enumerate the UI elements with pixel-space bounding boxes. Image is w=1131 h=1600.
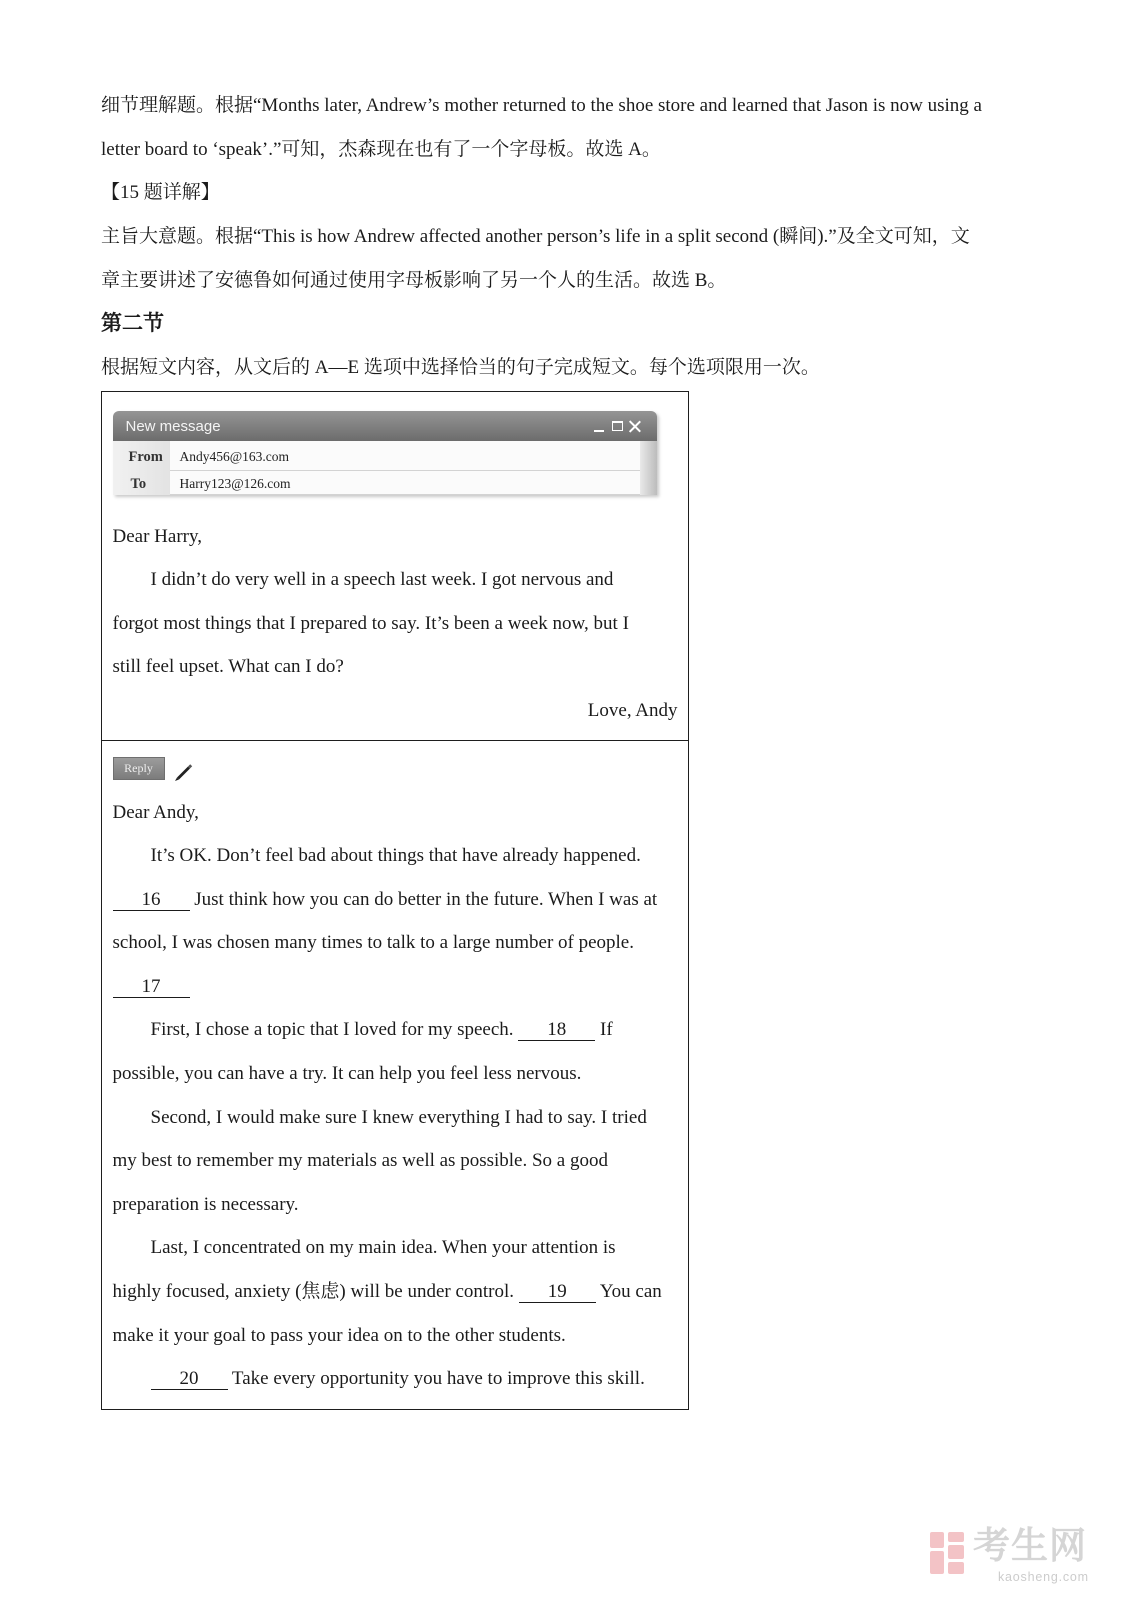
question-heading: 【15 题详解】 xyxy=(101,182,220,204)
reply-line-text: First, I chose a topic that I loved for my speech. xyxy=(150,1019,514,1041)
reply-line xyxy=(113,1357,678,1401)
answer-explanations xyxy=(101,84,1111,389)
reply-body xyxy=(113,791,678,1401)
email-window-title: New message xyxy=(125,417,221,435)
explanation-line: 主旨大意题。根据“This is how Andrew affected another person’s life in a split second (瞬间).”及全文可知，文 xyxy=(101,225,970,247)
section-instructions: 根据短文内容，从文后的 A—E 选项中选择恰当的句子完成短文。每个选项限用一次。 xyxy=(101,356,820,378)
logo-block xyxy=(930,1551,944,1574)
reply-line xyxy=(113,1270,678,1314)
reply-button: Reply xyxy=(113,757,165,780)
email-from-row xyxy=(113,445,640,469)
reply-line-text: Take every opportunity you have to improve this skill. xyxy=(231,1368,645,1390)
answer-blank-16: 16 xyxy=(113,889,190,911)
email-row-divider xyxy=(170,470,640,471)
maximize-icon xyxy=(612,421,623,431)
logo-block xyxy=(930,1532,944,1548)
close-icon xyxy=(629,420,642,433)
email-body-line: forgot most things that I prepared to say. It’s been a week now, but I xyxy=(112,612,629,634)
email-row-divider xyxy=(170,494,640,495)
reply-line-text: If xyxy=(600,1019,613,1041)
section-title: 第二节 xyxy=(101,311,164,336)
logo-block xyxy=(948,1532,964,1542)
email-from-label: From xyxy=(128,448,163,465)
reply-line xyxy=(113,965,678,1009)
answer-blank-19: 19 xyxy=(519,1281,596,1303)
email-signoff: Love, Andy xyxy=(587,699,678,721)
reply-line: preparation is necessary. xyxy=(112,1193,299,1215)
section-divider xyxy=(102,740,688,742)
explanation-line: letter board to ‘speak’.”可知，杰森现在也有了一个字母板。故选 A。 xyxy=(101,138,661,160)
reply-greeting: Dear Andy, xyxy=(112,801,199,823)
email-titlebar xyxy=(113,411,657,441)
reply-line-text: You can xyxy=(599,1281,662,1303)
pen-icon xyxy=(172,760,194,782)
reply-line: It’s OK. Don’t feel bad about things that have already happened. xyxy=(150,845,641,867)
answer-blank-20: 20 xyxy=(151,1368,228,1390)
reply-line: Last, I concentrated on my main idea. When your attention is xyxy=(150,1237,616,1259)
answer-blank-18: 18 xyxy=(518,1019,595,1041)
email-window-screenshot xyxy=(113,411,657,495)
reply-line: Second, I would make sure I knew everything I had to say. I tried xyxy=(150,1106,647,1128)
reply-line: possible, you can have a try. It can help you feel less nervous. xyxy=(112,1063,582,1085)
email-window-edge xyxy=(640,441,657,495)
minimize-icon xyxy=(594,430,604,432)
email-to-address: Harry123@126.com xyxy=(179,475,291,491)
explanation-line: 章主要讲述了安德鲁如何通过使用字母板影响了另一个人的生活。故选 B。 xyxy=(101,269,727,291)
email-body xyxy=(113,515,678,733)
reply-line: make it your goal to pass your idea on to the other students. xyxy=(112,1324,566,1346)
email-greeting: Dear Harry, xyxy=(112,525,202,547)
answer-blank-17: 17 xyxy=(113,976,190,998)
email-to-row xyxy=(113,472,640,495)
logo-block xyxy=(948,1562,964,1574)
passage-box xyxy=(101,391,689,1410)
logo-block xyxy=(948,1545,964,1559)
reply-line xyxy=(113,878,678,922)
pen-body xyxy=(177,767,190,780)
watermark-domain: kaosheng.com xyxy=(998,1570,1089,1584)
kaosheng-logo-icon xyxy=(928,1530,966,1576)
email-body-line: still feel upset. What can I do? xyxy=(112,656,344,678)
watermark-brand: 考生网 xyxy=(973,1525,1087,1566)
reply-line: my best to remember my materials as well as possible. So a good xyxy=(112,1150,608,1172)
reply-line-text: Just think how you can do better in the future. When I was at xyxy=(194,888,658,910)
email-from-address: Andy456@163.com xyxy=(179,448,290,464)
email-body-line: I didn’t do very well in a speech last week. I got nervous and xyxy=(150,569,614,591)
explanation-line: 细节理解题。根据“Months later, Andrew’s mother returned to the shoe store and learned that Jason is now using a xyxy=(101,95,982,116)
reply-line: school, I was chosen many times to talk to a large number of people. xyxy=(112,932,634,954)
reply-line xyxy=(113,1008,678,1052)
reply-line-text: highly focused, anxiety (焦虑) will be under control. xyxy=(112,1281,515,1303)
email-to-label: To xyxy=(130,475,147,492)
